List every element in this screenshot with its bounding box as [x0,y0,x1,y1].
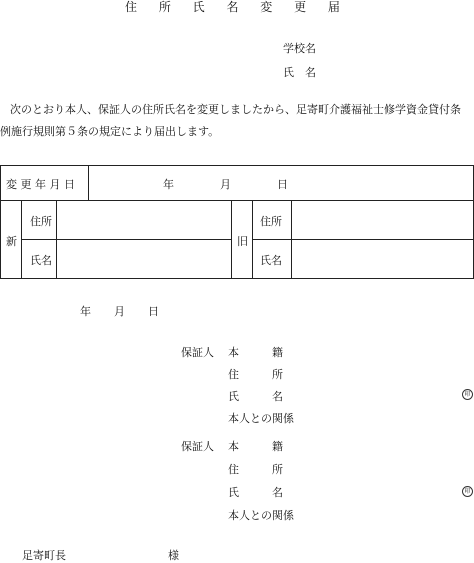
old-label: 旧 [237,235,248,248]
old-name-label: 氏名 [260,254,282,267]
applicant-name-label: 氏 名 [283,66,316,79]
seal-mark-icon: 印 [462,486,473,497]
document-title: 住 所 氏 名 変 更 届 [125,0,349,14]
new-label: 新 [6,235,17,248]
change-date-year: 年 [163,178,174,191]
new-name-label: 氏名 [30,254,52,267]
addressee-label: 足寄町長 [22,549,66,562]
change-date-month: 月 [220,178,231,191]
submission-month: 月 [114,305,125,318]
guarantor-address-label: 住 所 [228,368,283,381]
submission-year: 年 [80,305,91,318]
seal-mark-icon: 印 [462,389,473,400]
change-date-day: 日 [277,178,288,191]
honorific-label: 様 [168,549,179,562]
guarantor-heading: 保証人 [181,346,214,359]
guarantor-honseki-label: 本 籍 [228,346,283,359]
submission-day: 日 [148,305,159,318]
guarantor-name-label: 氏 名 [228,486,283,499]
guarantor-heading: 保証人 [181,440,214,453]
new-address-label: 住所 [30,215,52,228]
change-date-label: 変 更 年 月 日 [6,178,75,191]
guarantor-name-label: 氏 名 [228,390,283,403]
guarantor-address-label: 住 所 [228,463,283,476]
old-address-label: 住所 [260,215,282,228]
school-name-label: 学校名 [283,42,316,55]
guarantor-relation-label: 本人との関係 [228,509,294,522]
guarantor-relation-label: 本人との関係 [228,412,294,425]
body-paragraph-line1: 次のとおり本人、保証人の住所氏名を変更しましたから、足寄町介護福祉士修学資金貸付条 [10,103,461,116]
body-paragraph-line2: 例施行規則第５条の規定により届出します。 [0,125,220,138]
guarantor-honseki-label: 本 籍 [228,440,283,453]
